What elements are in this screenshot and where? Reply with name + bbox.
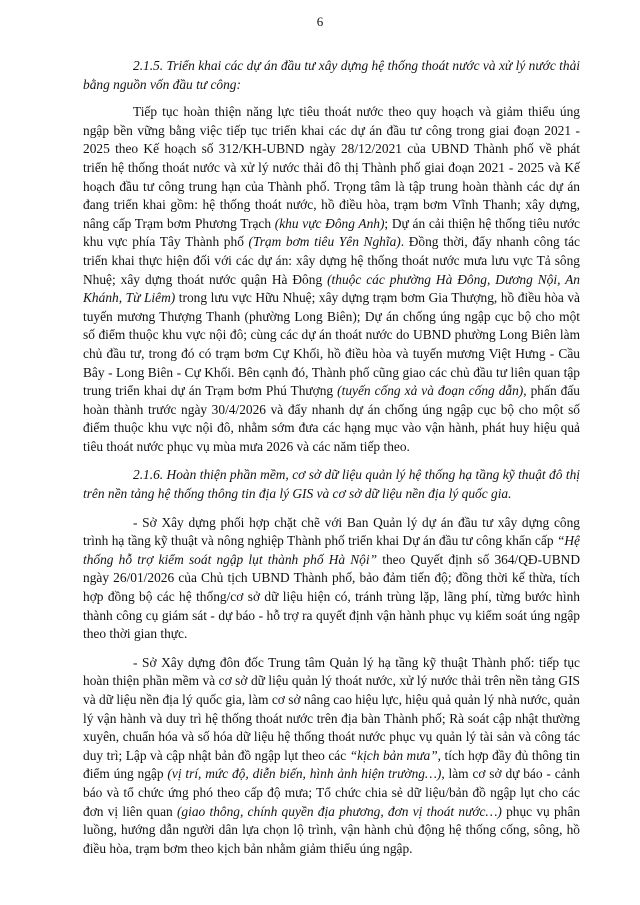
italic-run: (Trạm bơm tiêu Yên Nghĩa) <box>248 234 401 250</box>
italic-run: (vị trí, mức độ, diễn biến, hình ảnh hiện trường…) <box>167 766 442 782</box>
page-number: 6 <box>316 14 324 29</box>
paragraph-gis-database <box>83 654 580 859</box>
italic-run: (giao thông, chính quyền địa phương, đơn vị thoát nước…) <box>176 803 502 819</box>
italic-run: “kịch bản mưa” <box>349 747 438 763</box>
section-heading-2-1-6: 2.1.6. Hoàn thiện phần mềm, cơ sở dữ liệu quản lý hệ thống hạ tầng kỹ thuật đô thị trên nền tảng hệ thống thông tin địa lý GIS và cơ sở dữ liệu nền địa lý quốc gia. <box>83 467 580 502</box>
paragraph-flood-control-system <box>83 514 580 644</box>
text-run: ; Dự án cải thiện hệ thống tiêu nước khu vực phía Tây Thành phố <box>83 215 580 250</box>
text-run: trong lưu vực Hữu Nhuệ; xây dựng trạm bơm Gia Thượng, hồ điều hòa và tuyến mương Thượng Thanh (phường Long Biên); Dự án chống úng ngập cục bộ cho một số điểm thuộc khu vực nội đô; cùng các dự án thoát nước do UBND phường Long Biên làm chủ đầu tư, trong đó có trạm bơm Cự Khối, hồ điều hòa và tuyến mương Việt Hưng - Cầu Bây - Long Biên - Cự Khối. Bên cạnh đó, Thành phố cũng giao các chủ đầu tư liên quan tập trung triển khai dự án Trạm bơm Phú Thượng <box>83 290 580 399</box>
italic-run: (tuyến cống xả và đoạn cống dẫn) <box>337 383 524 399</box>
italic-run: (thuộc các phường Hà Đông, Dương Nội, An Khánh, Từ Liêm) <box>83 271 580 306</box>
text-run: , phấn đấu hoàn thành trước ngày 30/4/2026 và đẩy nhanh dự án chống úng ngập cục bộ cho một số điểm thuộc khu vực nội đô, nhằm sớm đưa các hạng mục vào vận hành, phát huy hiệu quả tiêu thoát nước phục vụ mùa mưa 2026 và các năm tiếp theo. <box>83 383 580 454</box>
text-run: Tiếp tục hoàn thiện năng lực tiêu thoát nước theo quy hoạch và giảm thiểu úng ngập bền vững bằng việc tiếp tục triển khai các dự án đầu tư công trong giai đoạn 2021 - 2025 theo Kế hoạch số 312/KH-UBND ngày 28/12/2021 của UBND Thành phố về phát triển hệ thống thoát nước và xử lý nước thải đô thị Thành phố giai đoạn 2021 - 2025 và Kế hoạch đầu tư công trung hạn của Thành phố. Trọng tâm là tập trung hoàn thành các dự án đang triển khai gồm: hệ thống thoát nước, hồ điều hòa, trạm bơm Vĩnh Thanh; xây dựng, nâng cấp Trạm bơm Phương Trạch <box>83 104 580 231</box>
section-heading-2-1-5: 2.1.5. Triển khai các dự án đầu tư xây dựng hệ thống thoát nước và xử lý nước thải bằng nguồn vốn đầu tư công: <box>83 58 580 92</box>
text-run: phục vụ phân luồng, hướng dẫn người dân lựa chọn lộ trình, vận hành chủ động hệ thống cống, sông, hồ điều hòa, trạm bơm theo kịch bản nhằm giảm thiểu úng ngập. <box>83 803 581 856</box>
italic-run: (khu vực Đông Anh) <box>274 215 385 231</box>
text-run: theo Quyết định số 364/QĐ-UBND ngày 26/01/2026 của Chủ tịch UBND Thành phố, bảo đảm tiến độ; đồng thời kế thừa, tích hợp đồng bộ các hệ thống/cơ sở dữ liệu hiện có, tránh trùng lặp, lãng phí, từng bước hình thành công cụ giám sát - dự báo - hỗ trợ ra quyết định vận hành phục vụ kiểm soát úng ngập theo thời gian thực. <box>83 551 580 642</box>
text-run: - Sở Xây dựng đôn đốc Trung tâm Quản lý hạ tầng kỹ thuật Thành phố: tiếp tục hoàn thiện phần mềm và cơ sở dữ liệu quản lý thoát nước, xử lý nước thải trên nền tảng GIS và dữ liệu nền địa lý quốc gia, làm cơ sở nâng cao hiệu lực, hiệu quả quản lý nhà nước, quản lý vận hành và duy trì hệ thống thoát nước trên địa bàn Thành phố; Rà soát cập nhật thường xuyên, chuẩn hóa và số hóa dữ liệu hệ thống thoát nước phục vụ quản lý tài sản và công tác duy trì; Lập và cập nhật bản đồ ngập lụt theo các <box>83 654 580 763</box>
text-run: . Đồng thời, đẩy nhanh công tác triển khai thực hiện đối với các dự án: xây dựng hệ thống thoát nước mưa lưu vực Tả sông Nhuệ; xây dựng thoát nước quận Hà Đông <box>83 234 580 287</box>
text-run: , tích hợp đầy đủ thông tin điểm úng ngập <box>83 747 580 782</box>
text-run: - Sở Xây dựng phối hợp chặt chẽ với Ban Quản lý dự án đầu tư xây dựng công trình hạ tầng kỹ thuật và nông nghiệp Thành phố triển khai Dự án đầu tư công khẩn cấp <box>83 514 580 549</box>
italic-run: “Hệ thống hỗ trợ kiểm soát ngập lụt thành phố Hà Nội” <box>83 533 580 567</box>
paragraph-investment-projects <box>83 103 580 456</box>
document-body <box>83 57 580 858</box>
text-run: , làm cơ sở dự báo - cảnh báo và tổ chức ứng phó theo cấp độ mưa; Tổ chức chia sẻ dữ liệu/bản đồ ngập lụt cho các đơn vị liên quan <box>83 766 580 819</box>
